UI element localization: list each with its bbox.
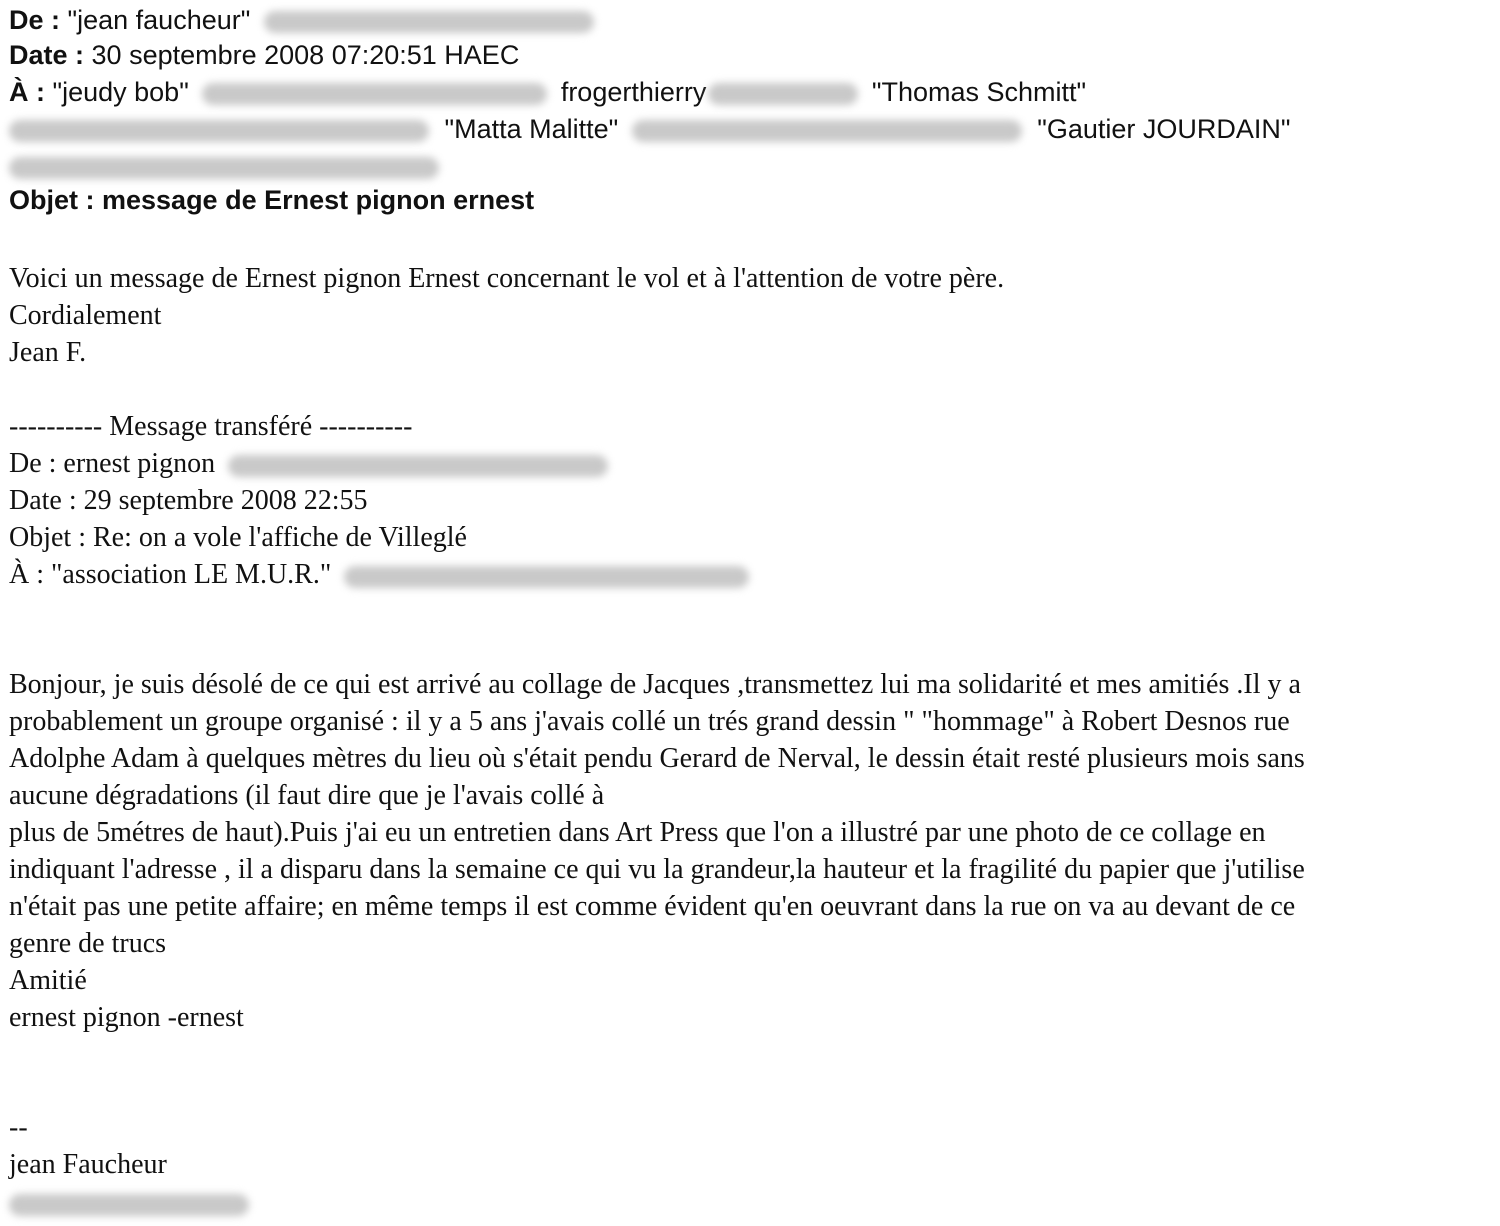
recipient-2: frogerthierry	[560, 77, 707, 107]
recipient-5: "Gautier JOURDAIN"	[1037, 114, 1291, 144]
redacted-email	[344, 566, 749, 588]
body-line: ernest pignon -ernest	[9, 1002, 244, 1033]
forward-separator: ---------- Message transféré ----------	[9, 411, 413, 442]
subject-line: Objet : message de Ernest pignon ernest	[9, 185, 535, 215]
body-line: Adolphe Adam à quelques mètres du lieu où s'était pendu Gerard de Nerval, le dessin était resté plusieurs mois sans	[9, 743, 1305, 774]
forward-subject: Objet : Re: on a vole l'affiche de Villeglé	[9, 522, 467, 553]
redacted-phone	[9, 1194, 249, 1216]
signature-name: jean Faucheur	[9, 1149, 167, 1180]
from-line	[9, 2, 600, 39]
redacted-email	[202, 83, 547, 105]
to-line-continued	[9, 111, 1291, 148]
recipient-3: "Thomas Schmitt"	[871, 77, 1087, 107]
recipient-4: "Matta Malitte"	[444, 114, 619, 144]
from-value: "jean faucheur"	[67, 5, 251, 35]
forward-from: De : ernest pignon	[9, 448, 216, 479]
message-body	[9, 666, 1487, 1036]
to-line-redacted	[9, 148, 445, 185]
redacted-email	[9, 157, 439, 179]
intro-line-3: Jean F.	[9, 337, 87, 368]
intro-line-2: Cordialement	[9, 300, 162, 331]
intro-line-1: Voici un message de Ernest pignon Ernest concernant le vol et à l'attention de votre père.	[9, 263, 1005, 294]
recipient-1: "jeudy bob"	[52, 77, 189, 107]
date-line	[9, 37, 519, 74]
from-label: De :	[9, 5, 61, 35]
body-line: probablement un groupe organisé : il y a 5 ans j'avais collé un trés grand dessin " "hommage" à Robert Desnos rue	[9, 706, 1290, 737]
forward-date: Date : 29 septembre 2008 22:55	[9, 485, 368, 516]
redacted-email	[632, 120, 1022, 142]
redacted-email	[228, 455, 608, 477]
signature-redacted-line	[9, 1184, 255, 1221]
forward-to: À : "association LE M.U.R."	[9, 559, 332, 590]
body-line: Bonjour, je suis désolé de ce qui est arrivé au collage de Jacques ,transmettez lui ma solidarité et mes amitiés .Il y a	[9, 669, 1301, 700]
body-line: Amitié	[9, 965, 87, 996]
forward-from-line	[9, 445, 614, 482]
date-label: Date :	[9, 40, 85, 70]
to-line	[9, 74, 1086, 111]
body-line: aucune dégradations (il faut dire que je l'avais collé à	[9, 780, 605, 811]
signature-dashes: --	[9, 1112, 28, 1143]
to-label: À :	[9, 77, 45, 107]
redacted-email	[708, 83, 858, 105]
body-line: genre de trucs	[9, 928, 167, 959]
body-line: plus de 5métres de haut).Puis j'ai eu un entretien dans Art Press que l'on a illustré par une photo de ce collage en	[9, 817, 1266, 848]
forward-to-line	[9, 556, 755, 593]
redacted-email	[9, 120, 429, 142]
redacted-email	[264, 11, 594, 33]
date-value: 30 septembre 2008 07:20:51 HAEC	[91, 40, 520, 70]
body-line: n'était pas une petite affaire; en même temps il est comme évident qu'en oeuvrant dans la rue on va au devant de ce	[9, 891, 1296, 922]
body-line: indiquant l'adresse , il a disparu dans la semaine ce qui vu la grandeur,la hauteur et la fragilité du papier que j'utilise	[9, 854, 1305, 885]
